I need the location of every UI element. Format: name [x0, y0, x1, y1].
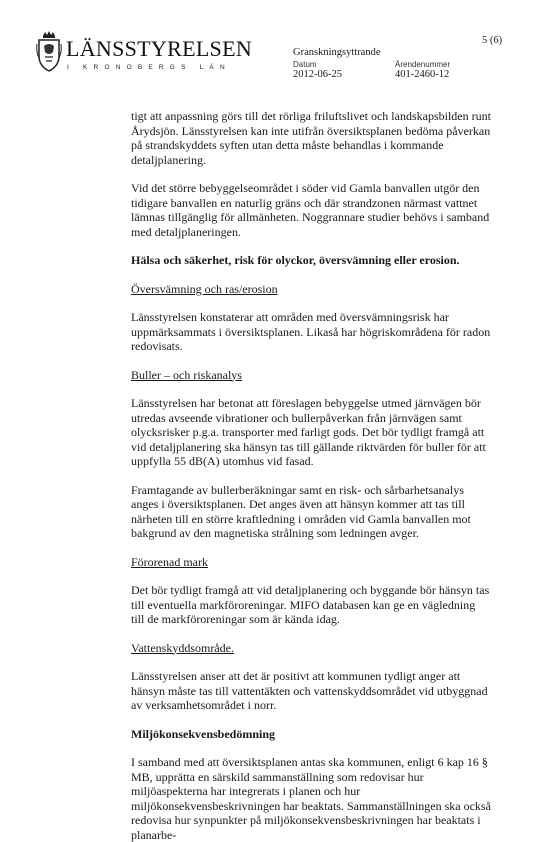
section-noise	[131, 368, 491, 469]
section-contaminated-soil	[131, 555, 491, 627]
heading-environmental-assessment: Miljökonsekvensbedömning	[131, 727, 491, 742]
paragraph-water-protection: Länsstyrelsen anser att det är positivt att kommunen tydligt anger att hänsyn måste tas till vattentäkten och vattenskyddsområdet vid utbyggnad av verksamhetsområdet i norr.	[131, 669, 491, 713]
paragraph-noise-calculation: Framtagande av bullerberäkningar samt en risk- och sårbarhetsanalys anges i översiktsplanen. Det anges även att hänsyn kommer att tas till närheten till en större kraftledning i områden vid Gamla banvallen mot bakgrund av den magnetiska strålning som ledningen avger.	[131, 483, 491, 541]
organization-subtitle: I KRONOBERGS LÄN	[67, 64, 231, 71]
section-water-protection	[131, 641, 491, 713]
heading-water-protection: Vattenskyddsområde.	[131, 641, 491, 656]
document-body	[131, 109, 491, 842]
document-type: Granskningsyttrande	[293, 47, 380, 58]
organization-name: LÄNSSTYRELSEN	[66, 36, 252, 62]
paragraph-shore-protection: tigt att anpassning görs till det rörliga friluftslivet och landskapsbilden runt Årydsjön. Länsstyrelsen kan inte utifrån översiktsplanen bedöma påverkan på strandskyddets syften utan detta måste behandlas i kommande detaljplanering.	[131, 109, 491, 167]
heading-health-safety: Hälsa och säkerhet, risk för olyckor, översvämning eller erosion.	[131, 253, 491, 268]
case-number-value: 401-2460-12	[395, 69, 449, 80]
date-value: 2012-06-25	[293, 69, 342, 80]
paragraph-railway-embankment: Vid det större bebyggelseområdet i söder vid Gamla banvallen utgör den tidigare banvallen en naturlig gräns och där strandzonen närmast vattnet lämnas tillgänglig för allmänheten. Noggrannare studier behövs i samband med detaljplaneringen.	[131, 181, 491, 239]
paragraph-flood: Länsstyrelsen konstaterar att områden med översvämningsrisk har uppmärksammats i översiktsplanen. Likaså har högriskområdena för radon redovisats.	[131, 310, 491, 354]
section-environmental-assessment	[131, 727, 491, 842]
paragraph-environmental-assessment: I samband med att översiktsplanen antas ska kommunen, enligt 6 kap 16 § MB, upprätta en särskild sammanställning som redovisar hur miljöaspekterna har integrerats i planen och hur miljökonsekvensbeskrivningen har beaktats. Sammanställningen ska också redovisa hur synpunkter på miljökonsekvensbeskrivningen har beaktats i planarbe-	[131, 755, 491, 842]
date-label: Datum	[293, 60, 317, 69]
heading-flood-erosion: Översvämning och ras/erosion	[131, 282, 491, 297]
paragraph-contaminated-soil: Det bör tydligt framgå att vid detaljplanering och byggande bör hänsyn tas till eventuella markföroreningar. MIFO databasen kan ge en vägledning till de markföroreningar som är kända idag.	[131, 583, 491, 627]
heading-contaminated-soil: Förorenad mark	[131, 555, 491, 570]
case-number-label: Ärendenummer	[395, 60, 450, 69]
page-number: 5 (6)	[482, 35, 502, 46]
section-flood	[131, 253, 491, 354]
paragraph-noise: Länsstyrelsen har betonat att föreslagen bebyggelse utmed järnvägen bör utredas avseende vibrationer och bullerpåverkan från järnvägen samt olycksrisker p.g.a. transporter med farligt gods. Det bör tydligt framgå att vid detaljplanering ska hänsyn tas till gällande riktvärden för buller för att uppfylla 55 dB(A) utomhus vid fasad.	[131, 396, 491, 469]
heading-noise-risk: Buller – och riskanalys	[131, 368, 491, 383]
coat-of-arms-icon	[36, 30, 62, 72]
